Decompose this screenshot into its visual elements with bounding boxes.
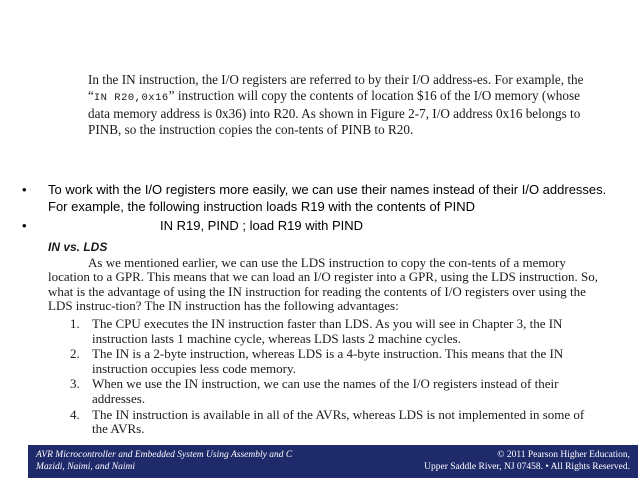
footer-copyright	[424, 449, 630, 473]
advantages-list	[48, 317, 600, 437]
list-item	[48, 408, 600, 437]
excerpt-text-start: In the IN instruction, the I/O registers are referred to by their I/O address-es. For example, the “	[88, 72, 584, 103]
section-paragraph: As we mentioned earlier, we can use the LDS instruction to copy the con-tents of a memory location to a GPR. This means that we can load an I/O register into a GPR, using the LDS instruction. So, what is the advantage of using the IN instruction for reading the contents of I/O registers over using the LDS instruc-tion? The IN instruction has the following advantages:	[48, 254, 599, 314]
list-item	[48, 317, 600, 346]
textbook-excerpt-in-vs-lds	[48, 240, 600, 438]
list-text: The CPU executes the IN instruction faster than LDS. As you will see in Chapter 3, the IN instruction lasts 1 machine cycle, whereas LDS lasts 2 machine cycles.	[92, 315, 563, 346]
inline-code: IN R20,0x16	[93, 92, 169, 104]
bullet-marker: •	[22, 182, 27, 197]
list-text: When we use the IN instruction, we can use the names of the I/O registers instead of their addresses.	[92, 376, 559, 406]
excerpt-paragraph	[88, 72, 600, 138]
footer-copyright-line1: © 2011 Pearson Higher Education,	[497, 450, 630, 460]
footer-book-info	[36, 449, 292, 473]
bullet-item-io-names	[22, 181, 622, 215]
slide-footer	[28, 445, 638, 478]
list-item	[48, 347, 600, 376]
list-item	[48, 377, 600, 406]
list-number: 2.	[70, 346, 80, 362]
list-number: 1.	[70, 315, 80, 331]
footer-copyright-line2: Upper Saddle River, NJ 07458. • All Rights Reserved.	[424, 462, 630, 472]
list-text: The IN is a 2-byte instruction, whereas LDS is a 4-byte instruction. This means that the IN instruction occupies less code memory.	[92, 346, 564, 376]
textbook-excerpt-in-instruction	[88, 72, 600, 138]
excerpt-text-end: ” instruction will copy the contents of location $16 of the I/O memory (whose data memory address is 0x36) into R20. As shown in Figure 2-7, I/O address 0x16 belongs to PINB, so the instruction copies the con-tents of PINB to R20.	[88, 88, 581, 137]
section-heading: IN vs. LDS	[48, 240, 108, 254]
bullet-code-text: IN R19, PIND ; load R19 with PIND	[160, 218, 364, 233]
list-number: 3.	[70, 376, 80, 392]
list-number: 4.	[70, 406, 80, 422]
bullet-item-code-example	[22, 217, 622, 234]
bullet-text: To work with the I/O registers more easily, we can use their names instead of their I/O addresses. For example, the following instruction loads R19 with the contents of PIND	[48, 182, 607, 214]
bullet-marker: •	[22, 218, 27, 233]
footer-authors: Mazidi, Naimi, and Naimi	[36, 462, 135, 472]
bullet-list	[22, 181, 622, 234]
footer-book-title: AVR Microcontroller and Embedded System Using Assembly and C	[36, 450, 293, 460]
list-text: The IN instruction is available in all of the AVRs, whereas LDS is not implemented in some of the AVRs.	[92, 406, 585, 437]
